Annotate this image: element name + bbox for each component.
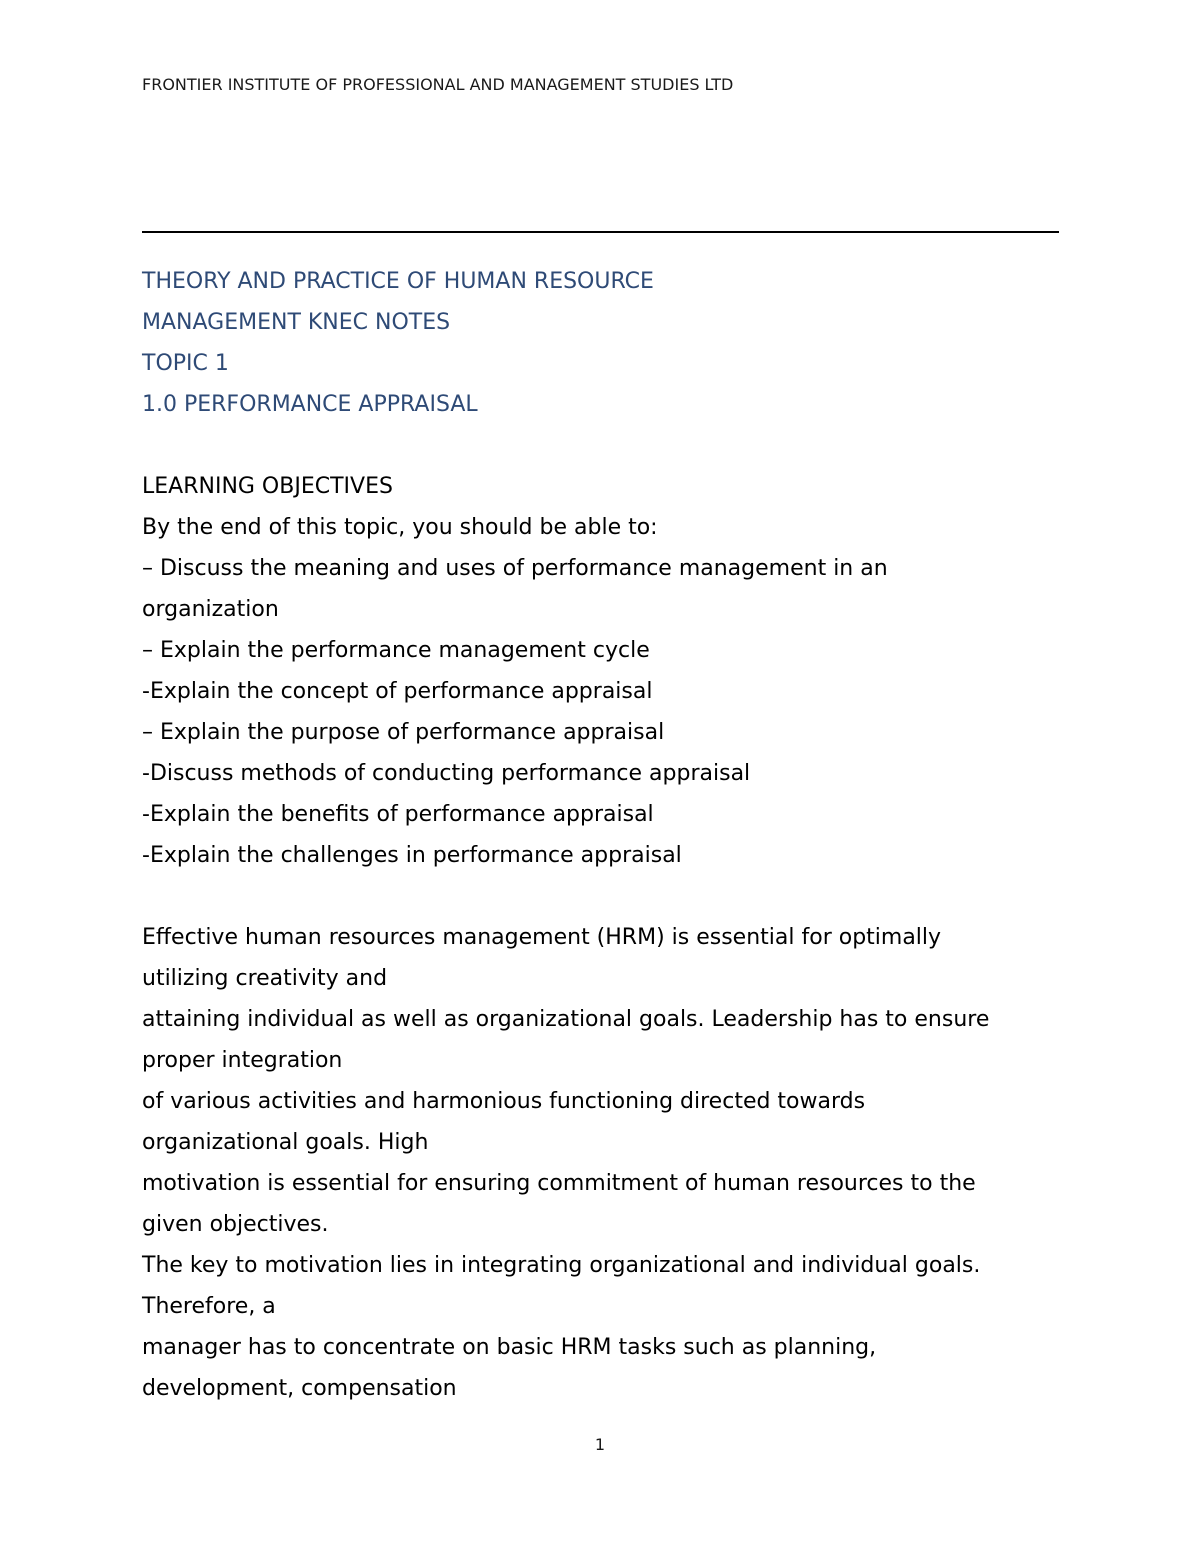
paragraph-line: manager has to concentrate on basic HRM tasks such as planning, — [142, 1335, 877, 1360]
objectives-intro: By the end of this topic, you should be able to: — [142, 515, 658, 540]
paragraph-line: Effective human resources management (HRM) is essential for optimally — [142, 925, 942, 950]
paragraph-line: of various activities and harmonious functioning directed towards — [142, 1089, 866, 1114]
objective-item: -Explain the concept of performance appraisal — [142, 679, 653, 704]
spacer — [142, 876, 1072, 917]
paragraph-line: attaining individual as well as organizational goals. Leadership has to ensure — [142, 1007, 990, 1032]
paragraph-line: proper integration — [142, 1048, 343, 1073]
header-divider — [142, 231, 1059, 233]
objective-item: – Explain the performance management cycle — [142, 638, 650, 663]
document-title-line-1: THEORY AND PRACTICE OF HUMAN RESOURCE — [142, 269, 654, 294]
document-body — [142, 261, 1072, 1409]
objective-item: – Discuss the meaning and uses of performance management in an — [142, 556, 888, 581]
spacer — [142, 425, 1072, 466]
paragraph-line: given objectives. — [142, 1212, 329, 1237]
objective-item: -Explain the challenges in performance appraisal — [142, 843, 682, 868]
objective-item: -Discuss methods of conducting performance appraisal — [142, 761, 751, 786]
paragraph-line: development, compensation — [142, 1376, 457, 1401]
document-title-line-2: MANAGEMENT KNEC NOTES — [142, 310, 451, 335]
page-number: 1 — [594, 1435, 606, 1454]
objectives-heading: LEARNING OBJECTIVES — [142, 474, 393, 499]
paragraph-line: organizational goals. High — [142, 1130, 429, 1155]
objective-item: organization — [142, 597, 279, 622]
section-title: 1.0 PERFORMANCE APPRAISAL — [142, 392, 478, 417]
objective-item: -Explain the benefits of performance appraisal — [142, 802, 654, 827]
paragraph-line: Therefore, a — [142, 1294, 276, 1319]
topic-label: TOPIC 1 — [142, 351, 229, 376]
paragraph-line: utilizing creativity and — [142, 966, 388, 991]
paragraph-line: The key to motivation lies in integrating organizational and individual goals. — [142, 1253, 981, 1278]
paragraph-line: motivation is essential for ensuring commitment of human resources to the — [142, 1171, 976, 1196]
page-header: FRONTIER INSTITUTE OF PROFESSIONAL AND MANAGEMENT STUDIES LTD — [142, 75, 734, 94]
objective-item: – Explain the purpose of performance appraisal — [142, 720, 665, 745]
